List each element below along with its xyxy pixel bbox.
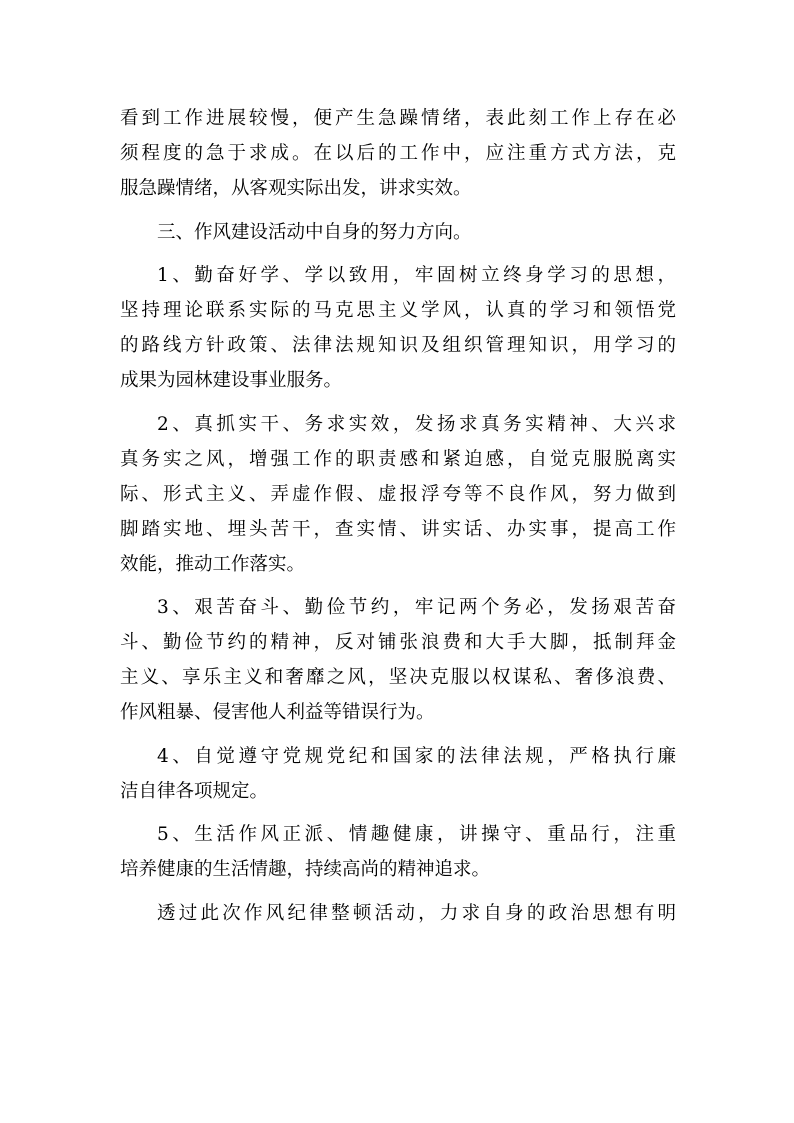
text-line: 脚踏实地、埋头苦干，查实情、讲实话、办实事，提高工作 <box>120 518 676 540</box>
document-body <box>120 101 676 931</box>
text-line: 3、艰苦奋斗、勤俭节约，牢记两个务必，发扬艰苦奋 <box>157 597 676 618</box>
text-line: 5、生活作风正派、情趣健康，讲操守、重品行，注重 <box>157 824 676 845</box>
paragraph <box>120 896 676 931</box>
text-line: 的路线方针政策、法律法规知识及组织管理知识，用学习的 <box>120 335 676 356</box>
heading-line: 三、作风建设活动中自身的努力方向。 <box>157 221 472 243</box>
text-line: 4、自觉遵守党规党纪和国家的法律法规，严格执行廉 <box>157 745 676 767</box>
text-line: 作风粗暴、侵害他人利益等错误行为。 <box>120 702 435 723</box>
paragraph <box>120 101 676 206</box>
text-line: 培养健康的生活情趣，持续高尚的精神追求。 <box>120 859 491 880</box>
section-heading <box>120 215 676 250</box>
paragraph <box>120 590 676 730</box>
text-line: 成果为园林建设事业服务。 <box>120 370 343 391</box>
paragraph <box>120 739 676 809</box>
paragraph <box>120 407 676 582</box>
text-line: 服急躁情绪，从客观实际出发，讲求实效。 <box>120 178 472 199</box>
text-line: 须程度的急于求成。在以后的工作中，应注重方式方法，克 <box>120 143 676 164</box>
paragraph <box>120 817 676 887</box>
text-line: 斗、勤俭节约的精神，反对铺张浪费和大手大脚，抵制拜金 <box>120 632 676 653</box>
text-line: 2、真抓实干、务求实效，发扬求真务实精神、大兴求 <box>157 413 676 435</box>
text-line: 主义、享乐主义和奢靡之风，坚决克服以权谋私、奢侈浪费、 <box>120 667 676 688</box>
text-line: 际、形式主义、弄虚作假、虚报浮夸等不良作风，努力做到 <box>120 483 676 505</box>
text-line: 看到工作进展较慢，便产生急躁情绪，表此刻工作上存在必 <box>120 108 676 129</box>
paragraph <box>120 258 676 398</box>
text-line: 1、勤奋好学、学以致用，牢固树立终身学习的思想， <box>157 265 676 286</box>
text-line: 坚持理论联系实际的马克思主义学风，认真的学习和领悟党 <box>120 300 676 321</box>
text-line: 透过此次作风纪律整顿活动，力求自身的政治思想有明 <box>157 902 676 924</box>
text-line: 洁自律各项规定。 <box>120 780 269 802</box>
text-line: 效能，推动工作落实。 <box>120 553 306 575</box>
text-line: 真务实之风，增强工作的职责感和紧迫感，自觉克服脱离实 <box>120 448 676 470</box>
